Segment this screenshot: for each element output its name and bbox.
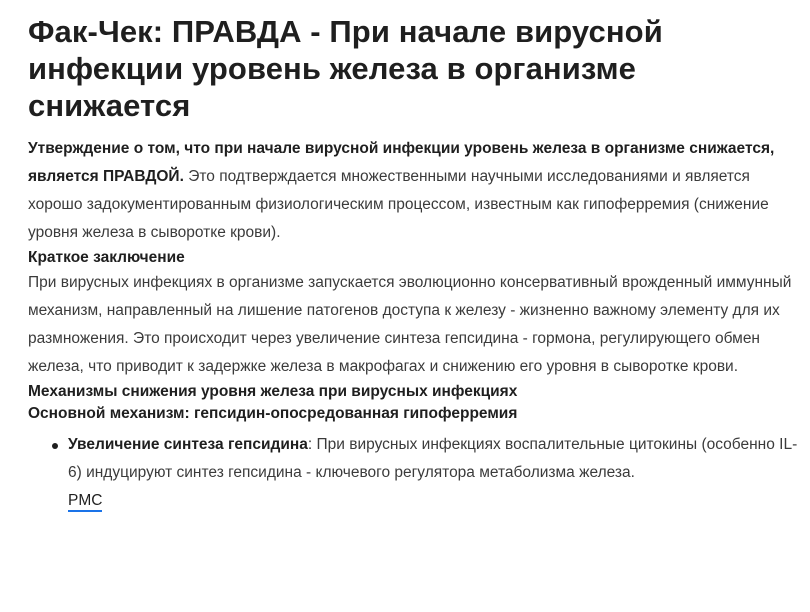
point-text: : При вирусных инфекциях воспалительные цитокины (особенно IL-6) индуцируют синтез гепсидина - ключевого регулятора метаболизма железа. <box>68 436 798 481</box>
source-link[interactable]: PMC <box>68 492 102 512</box>
intro-text: Это подтверждается множественными научными исследованиями и является хорошо задокументированным физиологическим процессом, известным как гипоферремия (снижение уровня железа в сыворотке крови). <box>28 168 769 241</box>
summary-paragraph: При вирусных инфекциях в организме запускается эволюционно консервативный врожденный иммунный механизм, направленный на лишение патогенов доступа к железу - жизненно важному элементу для их размножения. Это происходит через увеличение синтеза гепсидина - гормона, регулирующего обмен железа, что приводит к задержке железа в макрофагах и снижению его уровня в сыворотке крови. <box>28 274 792 375</box>
list-item <box>28 431 798 515</box>
point-title: Увеличение синтеза гепсидина <box>68 436 308 453</box>
bullet-icon <box>52 443 58 449</box>
mechanisms-list <box>28 431 798 515</box>
mechanisms-subheading: Основной механизм: гепсидин-опосредованная гипоферремия <box>28 405 518 422</box>
mechanisms-heading: Механизмы снижения уровня железа при вирусных инфекциях <box>28 383 518 400</box>
intro-verdict: Утверждение о том, что при начале вирусной инфекции уровень железа в организме снижается, является ПРАВДОЙ. <box>28 140 775 185</box>
page-title: Фак-Чек: ПРАВДА - При начале вирусной инфекции уровень железа в организме снижается <box>28 14 663 123</box>
article <box>28 0 798 515</box>
summary-heading: Краткое заключение <box>28 249 185 266</box>
intro-paragraph <box>28 135 798 247</box>
